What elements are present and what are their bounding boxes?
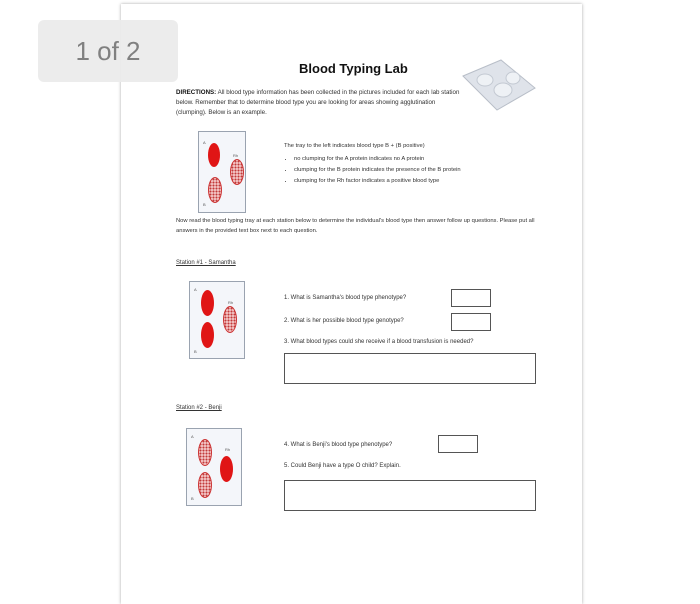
well-rh-no-clumping: [223, 306, 237, 333]
directions-text: [176, 88, 466, 118]
well-a-no-clumping: [208, 143, 220, 167]
question-1: 1. What is Samantha's blood type phenotype?: [284, 295, 407, 301]
instructions-text: Now read the blood typing tray at each station below to determine the individual's blood type then answer follow up questions. Please put all answers in the provided text box next to each question.: [176, 218, 535, 234]
answer-box-5[interactable]: [284, 480, 536, 511]
station2-heading: Station #2 - Benji: [176, 405, 222, 411]
tray-photo: [457, 58, 539, 114]
well-rh-clumping: [230, 159, 244, 185]
page-title: Blood Typing Lab: [299, 61, 408, 76]
answer-box-3[interactable]: [284, 353, 536, 384]
question-2: 2. What is her possible blood type genotype?: [284, 318, 404, 324]
answer-box-2[interactable]: [451, 313, 491, 331]
list-item: • no clumping for the A protein indicates no A protein: [294, 154, 461, 165]
answer-box-4[interactable]: [438, 435, 478, 453]
well-a-no-clumping: [198, 439, 212, 466]
example-intro: The tray to the left indicates blood type B + (B positive): [284, 143, 425, 149]
document-page: [121, 4, 582, 604]
tray-label-b: B: [203, 202, 206, 207]
directions-body: All blood type information has been collected in the pictures included for each lab station below. Remember that to determine blood type you are looking for areas showing agglutination (clumping). Below is an example.: [176, 89, 460, 116]
tray-label-rh: Rh: [225, 447, 231, 452]
answer-box-1[interactable]: [451, 289, 491, 307]
station2-tray: [186, 428, 242, 506]
example-tray: [198, 131, 246, 213]
tray-label-rh: Rh: [233, 153, 239, 158]
page-counter: 1 of 2: [38, 20, 178, 82]
well-rh-clumping: [220, 456, 233, 482]
station1-tray: [189, 281, 245, 359]
question-3: 3. What blood types could she receive if a blood transfusion is needed?: [284, 339, 474, 345]
list-item: • clumping for the Rh factor indicates a positive blood type: [294, 176, 461, 187]
directions-label: DIRECTIONS:: [176, 89, 217, 96]
well-b-clumping: [201, 322, 214, 348]
example-bullets: [284, 154, 461, 187]
question-4: 4. What is Benji's blood type phenotype?: [284, 442, 393, 448]
example-explanation: [284, 141, 461, 187]
tray-label-a: A: [203, 140, 206, 145]
station1-heading: Station #1 - Samantha: [176, 260, 236, 266]
list-item: • clumping for the B protein indicates the presence of the B protein: [294, 165, 461, 176]
well-b-clumping: [208, 177, 222, 203]
question-5: 5. Could Benji have a type O child? Explain.: [284, 463, 401, 469]
well-b-no-clumping: [198, 472, 212, 498]
tray-label-b: B: [191, 496, 194, 501]
tray-label-a: A: [191, 434, 194, 439]
tray-label-b: B: [194, 349, 197, 354]
tray-label-rh: Rh: [228, 300, 234, 305]
well-a-clumping: [201, 290, 214, 316]
tray-label-a: A: [194, 287, 197, 292]
